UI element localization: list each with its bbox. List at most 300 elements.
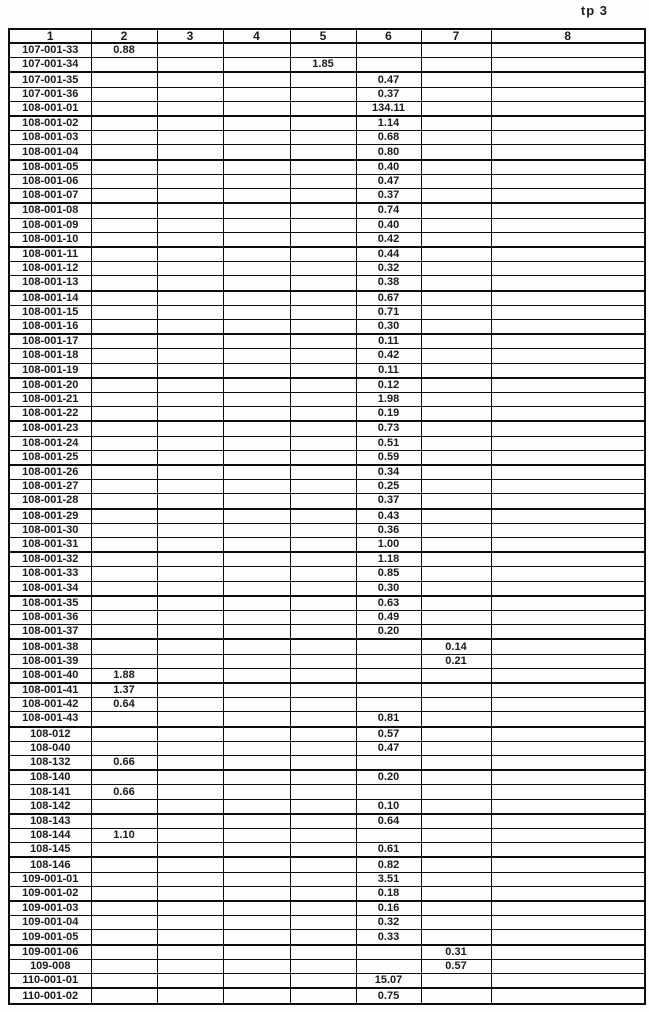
table-row bbox=[9, 43, 645, 58]
value-cell bbox=[91, 843, 157, 858]
value-cell bbox=[491, 901, 645, 916]
value-cell bbox=[290, 494, 356, 509]
value-cell: 0.21 bbox=[421, 654, 491, 668]
value-cell bbox=[290, 552, 356, 567]
value-cell bbox=[223, 974, 290, 989]
value-cell bbox=[290, 755, 356, 770]
value-cell: 0.16 bbox=[356, 901, 421, 916]
value-cell bbox=[421, 799, 491, 814]
value-cell: 0.57 bbox=[421, 959, 491, 973]
value-cell bbox=[223, 407, 290, 422]
value-cell bbox=[491, 174, 645, 188]
table-row bbox=[9, 262, 645, 276]
table-row bbox=[9, 319, 645, 334]
value-cell bbox=[290, 799, 356, 814]
value-cell bbox=[223, 87, 290, 101]
table-row bbox=[9, 465, 645, 480]
parcel-id-cell: 109-001-04 bbox=[9, 916, 91, 930]
value-cell bbox=[290, 712, 356, 727]
table-row bbox=[9, 668, 645, 683]
value-cell bbox=[290, 247, 356, 262]
value-cell bbox=[421, 741, 491, 755]
value-cell bbox=[157, 829, 223, 843]
value-cell bbox=[157, 886, 223, 901]
column-header-6: 6 bbox=[356, 29, 421, 43]
value-cell bbox=[356, 43, 421, 58]
parcel-id-cell: 108-001-19 bbox=[9, 363, 91, 378]
value-cell: 0.42 bbox=[356, 349, 421, 363]
table-row bbox=[9, 363, 645, 378]
value-cell bbox=[91, 174, 157, 188]
value-cell bbox=[356, 58, 421, 73]
parcel-id-cell: 108-001-03 bbox=[9, 131, 91, 145]
value-cell bbox=[91, 916, 157, 930]
value-cell bbox=[91, 581, 157, 596]
table-row bbox=[9, 755, 645, 770]
table-row bbox=[9, 247, 645, 262]
parcel-id-cell: 108-001-01 bbox=[9, 101, 91, 116]
value-cell bbox=[421, 974, 491, 989]
value-cell bbox=[491, 218, 645, 232]
value-cell bbox=[223, 668, 290, 683]
value-cell bbox=[223, 814, 290, 829]
value-cell bbox=[290, 916, 356, 930]
value-cell bbox=[491, 131, 645, 145]
value-cell bbox=[290, 349, 356, 363]
value-cell: 0.40 bbox=[356, 218, 421, 232]
value-cell bbox=[491, 916, 645, 930]
value-cell bbox=[223, 305, 290, 319]
value-cell bbox=[491, 727, 645, 742]
header-row bbox=[9, 29, 645, 43]
value-cell bbox=[157, 799, 223, 814]
value-cell: 0.32 bbox=[356, 916, 421, 930]
value-cell bbox=[157, 494, 223, 509]
value-cell bbox=[421, 755, 491, 770]
value-cell bbox=[223, 727, 290, 742]
value-cell: 0.59 bbox=[356, 450, 421, 465]
value-cell bbox=[491, 857, 645, 872]
value-cell: 0.64 bbox=[91, 698, 157, 712]
table-row bbox=[9, 901, 645, 916]
value-cell bbox=[421, 334, 491, 349]
value-cell bbox=[421, 537, 491, 552]
table-row bbox=[9, 189, 645, 204]
value-cell bbox=[223, 755, 290, 770]
value-cell bbox=[290, 567, 356, 581]
value-cell: 0.30 bbox=[356, 319, 421, 334]
value-cell bbox=[290, 770, 356, 785]
value-cell: 0.38 bbox=[356, 276, 421, 291]
value-cell: 0.61 bbox=[356, 843, 421, 858]
value-cell bbox=[157, 857, 223, 872]
value-cell: 0.42 bbox=[356, 232, 421, 247]
value-cell bbox=[491, 537, 645, 552]
parcel-id-cell: 108-001-33 bbox=[9, 567, 91, 581]
value-cell bbox=[421, 523, 491, 537]
value-cell bbox=[91, 494, 157, 509]
value-cell bbox=[421, 101, 491, 116]
value-cell bbox=[290, 698, 356, 712]
value-cell bbox=[91, 712, 157, 727]
value-cell bbox=[91, 988, 157, 1004]
value-cell bbox=[421, 131, 491, 145]
value-cell bbox=[157, 712, 223, 727]
value-cell bbox=[157, 611, 223, 625]
value-cell bbox=[223, 465, 290, 480]
value-cell bbox=[157, 349, 223, 363]
value-cell bbox=[421, 668, 491, 683]
value-cell: 0.37 bbox=[356, 494, 421, 509]
value-cell bbox=[421, 160, 491, 175]
value-cell bbox=[491, 232, 645, 247]
parcel-id-cell: 109-001-01 bbox=[9, 872, 91, 886]
value-cell: 0.74 bbox=[356, 203, 421, 218]
value-cell bbox=[157, 203, 223, 218]
parcel-id-cell: 108-144 bbox=[9, 829, 91, 843]
value-cell bbox=[290, 974, 356, 989]
value-cell bbox=[290, 378, 356, 393]
parcel-id-cell: 108-001-07 bbox=[9, 189, 91, 204]
parcel-id-cell: 108-001-13 bbox=[9, 276, 91, 291]
value-cell bbox=[223, 116, 290, 131]
value-cell bbox=[290, 174, 356, 188]
value-cell bbox=[157, 189, 223, 204]
value-cell: 0.20 bbox=[356, 625, 421, 640]
value-cell bbox=[421, 857, 491, 872]
table-row bbox=[9, 101, 645, 116]
value-cell bbox=[91, 465, 157, 480]
table-row bbox=[9, 988, 645, 1004]
value-cell bbox=[223, 189, 290, 204]
parcel-id-cell: 110-001-01 bbox=[9, 974, 91, 989]
value-cell bbox=[290, 857, 356, 872]
column-header-8: 8 bbox=[491, 29, 645, 43]
value-cell bbox=[491, 799, 645, 814]
value-cell bbox=[290, 363, 356, 378]
value-cell bbox=[157, 131, 223, 145]
parcel-id-cell: 107-001-34 bbox=[9, 58, 91, 73]
table-row bbox=[9, 87, 645, 101]
table-row bbox=[9, 814, 645, 829]
parcel-id-cell: 108-141 bbox=[9, 785, 91, 799]
value-cell bbox=[91, 58, 157, 73]
value-cell bbox=[223, 247, 290, 262]
value-cell bbox=[223, 145, 290, 160]
value-cell: 1.18 bbox=[356, 552, 421, 567]
value-cell: 0.67 bbox=[356, 291, 421, 306]
parcel-id-cell: 108-001-43 bbox=[9, 712, 91, 727]
value-cell bbox=[491, 974, 645, 989]
value-cell bbox=[223, 611, 290, 625]
parcel-id-cell: 108-001-11 bbox=[9, 247, 91, 262]
value-cell bbox=[421, 291, 491, 306]
value-cell bbox=[421, 247, 491, 262]
value-cell bbox=[91, 611, 157, 625]
parcel-id-cell: 109-001-03 bbox=[9, 901, 91, 916]
value-cell bbox=[157, 974, 223, 989]
value-cell bbox=[290, 392, 356, 406]
table-body bbox=[9, 43, 645, 1004]
table-row bbox=[9, 843, 645, 858]
value-cell bbox=[91, 552, 157, 567]
table-row bbox=[9, 974, 645, 989]
value-cell bbox=[421, 203, 491, 218]
value-cell bbox=[491, 785, 645, 799]
table-row bbox=[9, 872, 645, 886]
value-cell bbox=[91, 262, 157, 276]
value-cell: 0.11 bbox=[356, 334, 421, 349]
value-cell bbox=[491, 392, 645, 406]
table-row bbox=[9, 683, 645, 698]
parcel-id-cell: 108-001-21 bbox=[9, 392, 91, 406]
value-cell bbox=[491, 421, 645, 436]
table-row bbox=[9, 523, 645, 537]
table-row bbox=[9, 131, 645, 145]
value-cell bbox=[421, 116, 491, 131]
table-row bbox=[9, 334, 645, 349]
value-cell bbox=[491, 755, 645, 770]
parcel-id-cell: 108-001-04 bbox=[9, 145, 91, 160]
value-cell bbox=[223, 698, 290, 712]
value-cell: 1.88 bbox=[91, 668, 157, 683]
parcel-id-cell: 108-132 bbox=[9, 755, 91, 770]
value-cell bbox=[157, 421, 223, 436]
value-cell bbox=[491, 349, 645, 363]
value-cell bbox=[491, 58, 645, 73]
table-row bbox=[9, 581, 645, 596]
value-cell bbox=[421, 218, 491, 232]
value-cell bbox=[290, 509, 356, 524]
value-cell bbox=[491, 145, 645, 160]
table-row bbox=[9, 407, 645, 422]
value-cell bbox=[356, 654, 421, 668]
value-cell bbox=[157, 945, 223, 960]
value-cell bbox=[91, 349, 157, 363]
value-cell bbox=[223, 450, 290, 465]
value-cell bbox=[491, 203, 645, 218]
value-cell: 1.98 bbox=[356, 392, 421, 406]
value-cell bbox=[421, 480, 491, 494]
value-cell bbox=[157, 465, 223, 480]
table-row bbox=[9, 436, 645, 450]
value-cell bbox=[223, 349, 290, 363]
value-cell: 0.40 bbox=[356, 160, 421, 175]
parcel-id-cell: 107-001-35 bbox=[9, 72, 91, 87]
table-row bbox=[9, 160, 645, 175]
value-cell: 0.75 bbox=[356, 988, 421, 1004]
value-cell bbox=[91, 363, 157, 378]
column-header-1: 1 bbox=[9, 29, 91, 43]
value-cell bbox=[157, 698, 223, 712]
parcel-id-cell: 108-001-23 bbox=[9, 421, 91, 436]
value-cell bbox=[91, 378, 157, 393]
table-row bbox=[9, 611, 645, 625]
value-cell bbox=[421, 886, 491, 901]
value-cell bbox=[157, 436, 223, 450]
value-cell bbox=[157, 247, 223, 262]
parcel-id-cell: 108-146 bbox=[9, 857, 91, 872]
table-row bbox=[9, 596, 645, 611]
value-cell bbox=[157, 727, 223, 742]
value-cell bbox=[223, 509, 290, 524]
parcel-id-cell: 108-001-20 bbox=[9, 378, 91, 393]
value-cell bbox=[491, 741, 645, 755]
value-cell bbox=[157, 741, 223, 755]
value-cell: 0.34 bbox=[356, 465, 421, 480]
value-cell bbox=[157, 480, 223, 494]
value-cell bbox=[91, 596, 157, 611]
value-cell bbox=[223, 334, 290, 349]
value-cell bbox=[421, 829, 491, 843]
value-cell bbox=[421, 378, 491, 393]
value-cell: 0.47 bbox=[356, 72, 421, 87]
parcel-id-cell: 108-001-09 bbox=[9, 218, 91, 232]
value-cell bbox=[157, 262, 223, 276]
value-cell bbox=[223, 770, 290, 785]
value-cell bbox=[91, 814, 157, 829]
value-cell: 0.71 bbox=[356, 305, 421, 319]
value-cell bbox=[356, 945, 421, 960]
value-cell bbox=[157, 319, 223, 334]
value-cell bbox=[491, 843, 645, 858]
value-cell bbox=[91, 872, 157, 886]
value-cell bbox=[157, 814, 223, 829]
value-cell bbox=[157, 683, 223, 698]
value-cell bbox=[491, 378, 645, 393]
table-row bbox=[9, 232, 645, 247]
value-cell bbox=[491, 305, 645, 319]
value-cell: 0.63 bbox=[356, 596, 421, 611]
value-cell bbox=[290, 334, 356, 349]
value-cell bbox=[91, 523, 157, 537]
value-cell bbox=[157, 668, 223, 683]
value-cell bbox=[290, 611, 356, 625]
value-cell: 0.66 bbox=[91, 755, 157, 770]
table-row bbox=[9, 857, 645, 872]
table-row bbox=[9, 349, 645, 363]
value-cell bbox=[421, 916, 491, 930]
table-header bbox=[9, 29, 645, 43]
value-cell bbox=[290, 232, 356, 247]
table-row bbox=[9, 552, 645, 567]
table-row bbox=[9, 770, 645, 785]
value-cell bbox=[223, 160, 290, 175]
value-cell bbox=[421, 872, 491, 886]
parcel-id-cell: 108-001-25 bbox=[9, 450, 91, 465]
parcel-id-cell: 108-142 bbox=[9, 799, 91, 814]
value-cell bbox=[491, 872, 645, 886]
value-cell: 1.37 bbox=[91, 683, 157, 698]
value-cell bbox=[491, 668, 645, 683]
value-cell bbox=[91, 334, 157, 349]
value-cell bbox=[421, 567, 491, 581]
value-cell bbox=[91, 160, 157, 175]
value-cell bbox=[491, 654, 645, 668]
value-cell bbox=[491, 450, 645, 465]
value-cell: 0.30 bbox=[356, 581, 421, 596]
value-cell bbox=[91, 959, 157, 973]
value-cell bbox=[157, 581, 223, 596]
value-cell bbox=[223, 988, 290, 1004]
value-cell bbox=[223, 596, 290, 611]
value-cell bbox=[91, 799, 157, 814]
value-cell bbox=[223, 174, 290, 188]
value-cell bbox=[421, 581, 491, 596]
column-header-5: 5 bbox=[290, 29, 356, 43]
parcel-id-cell: 108-001-24 bbox=[9, 436, 91, 450]
value-cell bbox=[157, 276, 223, 291]
value-cell bbox=[223, 829, 290, 843]
value-cell bbox=[491, 988, 645, 1004]
value-cell bbox=[421, 407, 491, 422]
value-cell bbox=[491, 552, 645, 567]
value-cell bbox=[491, 509, 645, 524]
value-cell bbox=[421, 450, 491, 465]
value-cell bbox=[491, 276, 645, 291]
value-cell: 3.51 bbox=[356, 872, 421, 886]
value-cell bbox=[223, 276, 290, 291]
table-row bbox=[9, 450, 645, 465]
parcel-id-cell: 108-001-31 bbox=[9, 537, 91, 552]
value-cell bbox=[356, 785, 421, 799]
value-cell: 0.44 bbox=[356, 247, 421, 262]
value-cell bbox=[491, 945, 645, 960]
parcel-id-cell: 109-001-06 bbox=[9, 945, 91, 960]
value-cell bbox=[91, 436, 157, 450]
value-cell bbox=[491, 814, 645, 829]
value-cell bbox=[491, 436, 645, 450]
value-cell: 0.43 bbox=[356, 509, 421, 524]
parcel-id-cell: 108-012 bbox=[9, 727, 91, 742]
value-cell bbox=[491, 87, 645, 101]
value-cell bbox=[356, 829, 421, 843]
value-cell bbox=[491, 611, 645, 625]
value-cell bbox=[91, 72, 157, 87]
value-cell bbox=[290, 814, 356, 829]
value-cell bbox=[491, 291, 645, 306]
value-cell bbox=[290, 87, 356, 101]
value-cell bbox=[290, 988, 356, 1004]
value-cell bbox=[157, 770, 223, 785]
table-row bbox=[9, 116, 645, 131]
value-cell bbox=[91, 974, 157, 989]
value-cell bbox=[157, 930, 223, 945]
value-cell bbox=[91, 247, 157, 262]
value-cell bbox=[223, 262, 290, 276]
value-cell bbox=[290, 901, 356, 916]
value-cell bbox=[223, 959, 290, 973]
parcel-id-cell: 109-008 bbox=[9, 959, 91, 973]
value-cell bbox=[91, 639, 157, 654]
value-cell bbox=[91, 567, 157, 581]
value-cell bbox=[421, 43, 491, 58]
value-cell bbox=[356, 755, 421, 770]
value-cell bbox=[491, 886, 645, 901]
parcel-id-cell: 108-001-40 bbox=[9, 668, 91, 683]
value-cell bbox=[91, 945, 157, 960]
value-cell bbox=[290, 727, 356, 742]
value-cell bbox=[157, 305, 223, 319]
value-cell bbox=[491, 407, 645, 422]
table-row bbox=[9, 174, 645, 188]
table-row bbox=[9, 654, 645, 668]
value-cell bbox=[91, 203, 157, 218]
value-cell bbox=[290, 741, 356, 755]
value-cell bbox=[157, 988, 223, 1004]
value-cell bbox=[491, 625, 645, 640]
value-cell bbox=[157, 72, 223, 87]
